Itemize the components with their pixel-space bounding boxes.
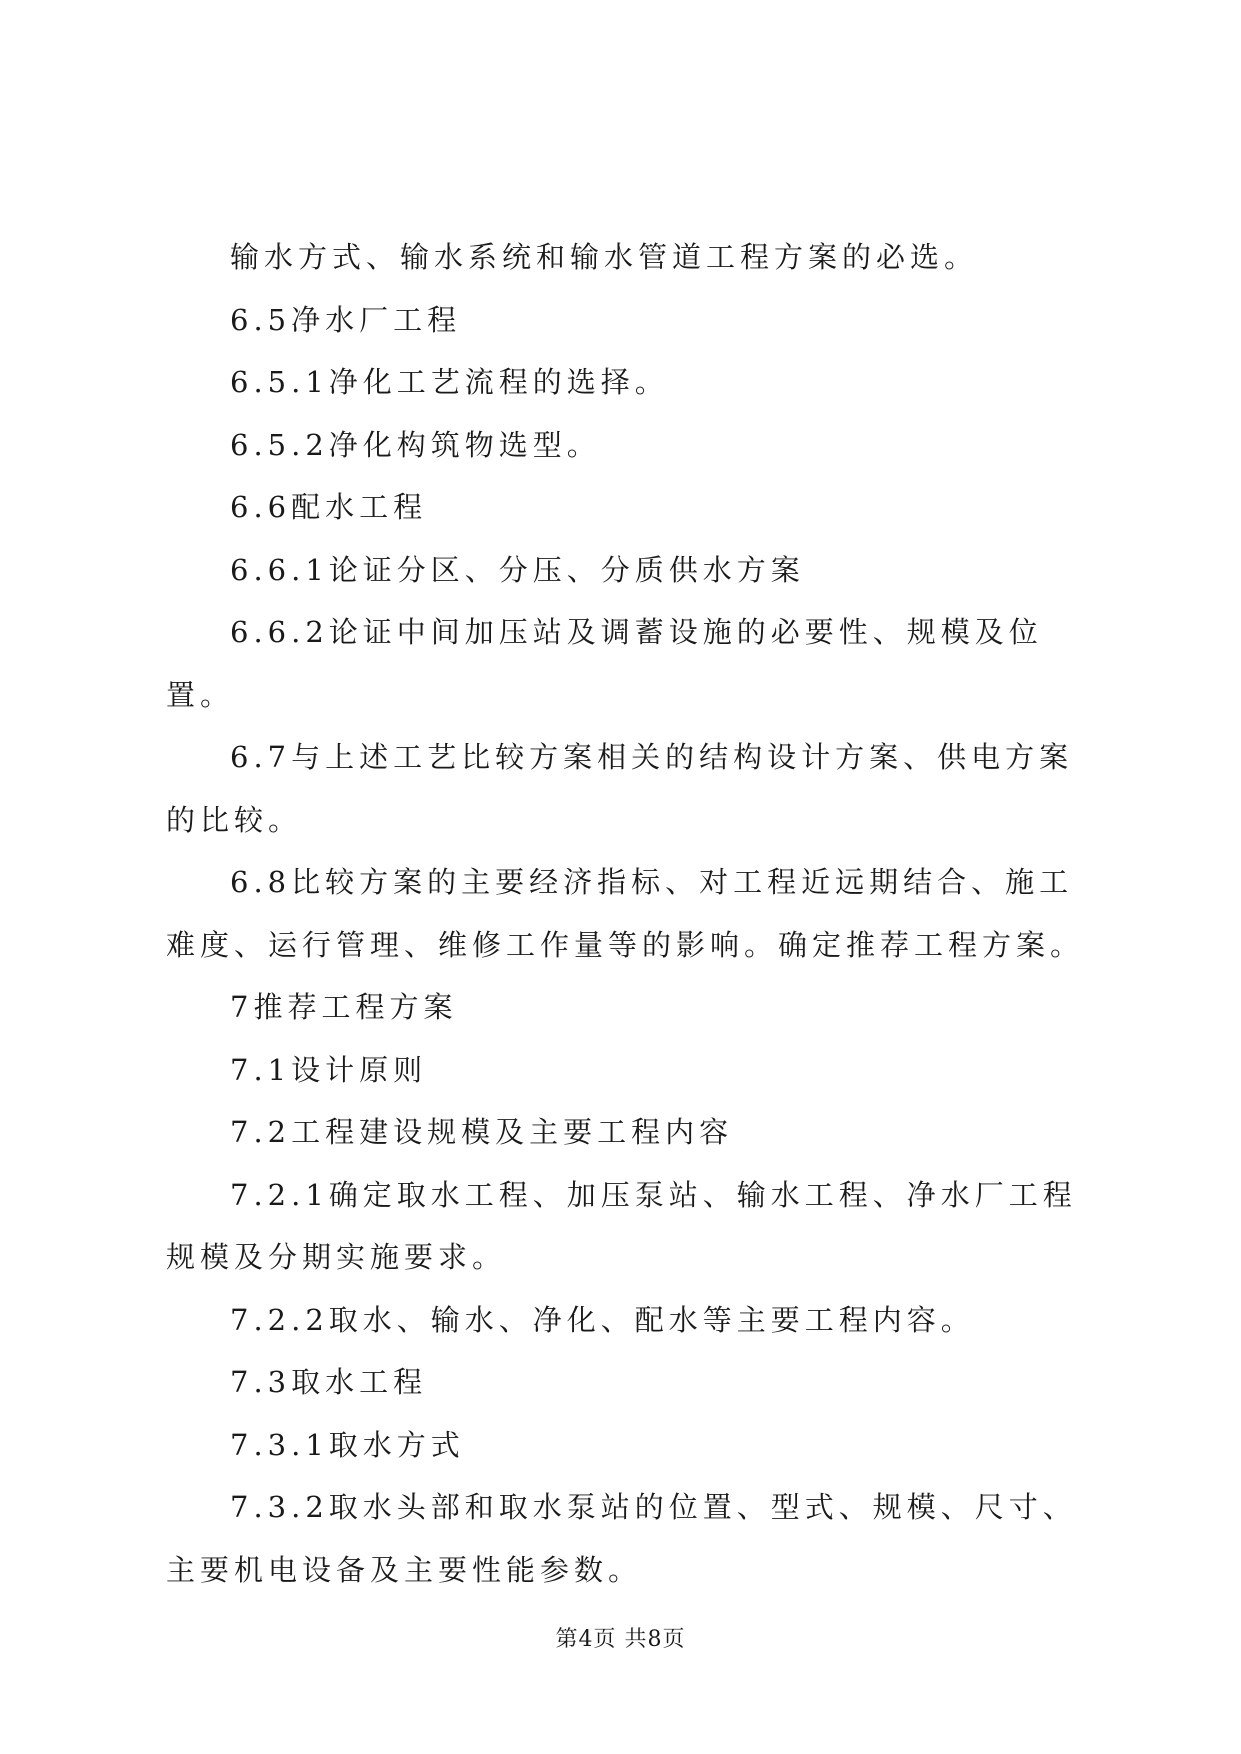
page-footer: 第4页 共8页 [555,1627,686,1652]
section-heading: 7推荐工程方案 [230,990,458,1024]
paragraph: 6.5.1净化工艺流程的选择。 [230,365,669,399]
paragraph: 7.2.2取水、输水、净化、配水等主要工程内容。 [230,1302,975,1337]
section-heading: 7.2工程建设规模及主要工程内容 [230,1115,734,1149]
section-heading: 6.6配水工程 [230,490,428,524]
paragraph: 6.8比较方案的主要经济指标、对工程近远期结合、施工难度、运行管理、维修工作量等的影响。确定推荐工程方案。 [166,865,1085,962]
paragraph: 6.7与上述工艺比较方案相关的结构设计方案、供电方案的比较。 [166,740,1074,837]
section-heading: 7.1设计原则 [230,1052,428,1087]
section-heading: 6.5净水厂工程 [230,302,462,337]
paragraph: 7.2.1确定取水工程、加压泵站、输水工程、净水厂工程规模及分期实施要求。 [166,1177,1077,1274]
paragraph: 6.5.2净化构筑物选型。 [230,427,601,462]
paragraph: 7.3.1取水方式 [230,1427,465,1462]
paragraph: 7.3.2取水头部和取水泵站的位置、型式、规模、尺寸、主要机电设备及主要性能参数。 [166,1490,1077,1587]
paragraph: 输水方式、输水系统和输水管道工程方案的必选。 [230,240,979,274]
paragraph: 6.6.2论证中间加压站及调蓄设施的必要性、规模及位置。 [166,615,1043,712]
body-text [166,226,1086,1601]
section-heading: 7.3取水工程 [230,1365,428,1399]
paragraph: 6.6.1论证分区、分压、分质供水方案 [230,552,805,587]
